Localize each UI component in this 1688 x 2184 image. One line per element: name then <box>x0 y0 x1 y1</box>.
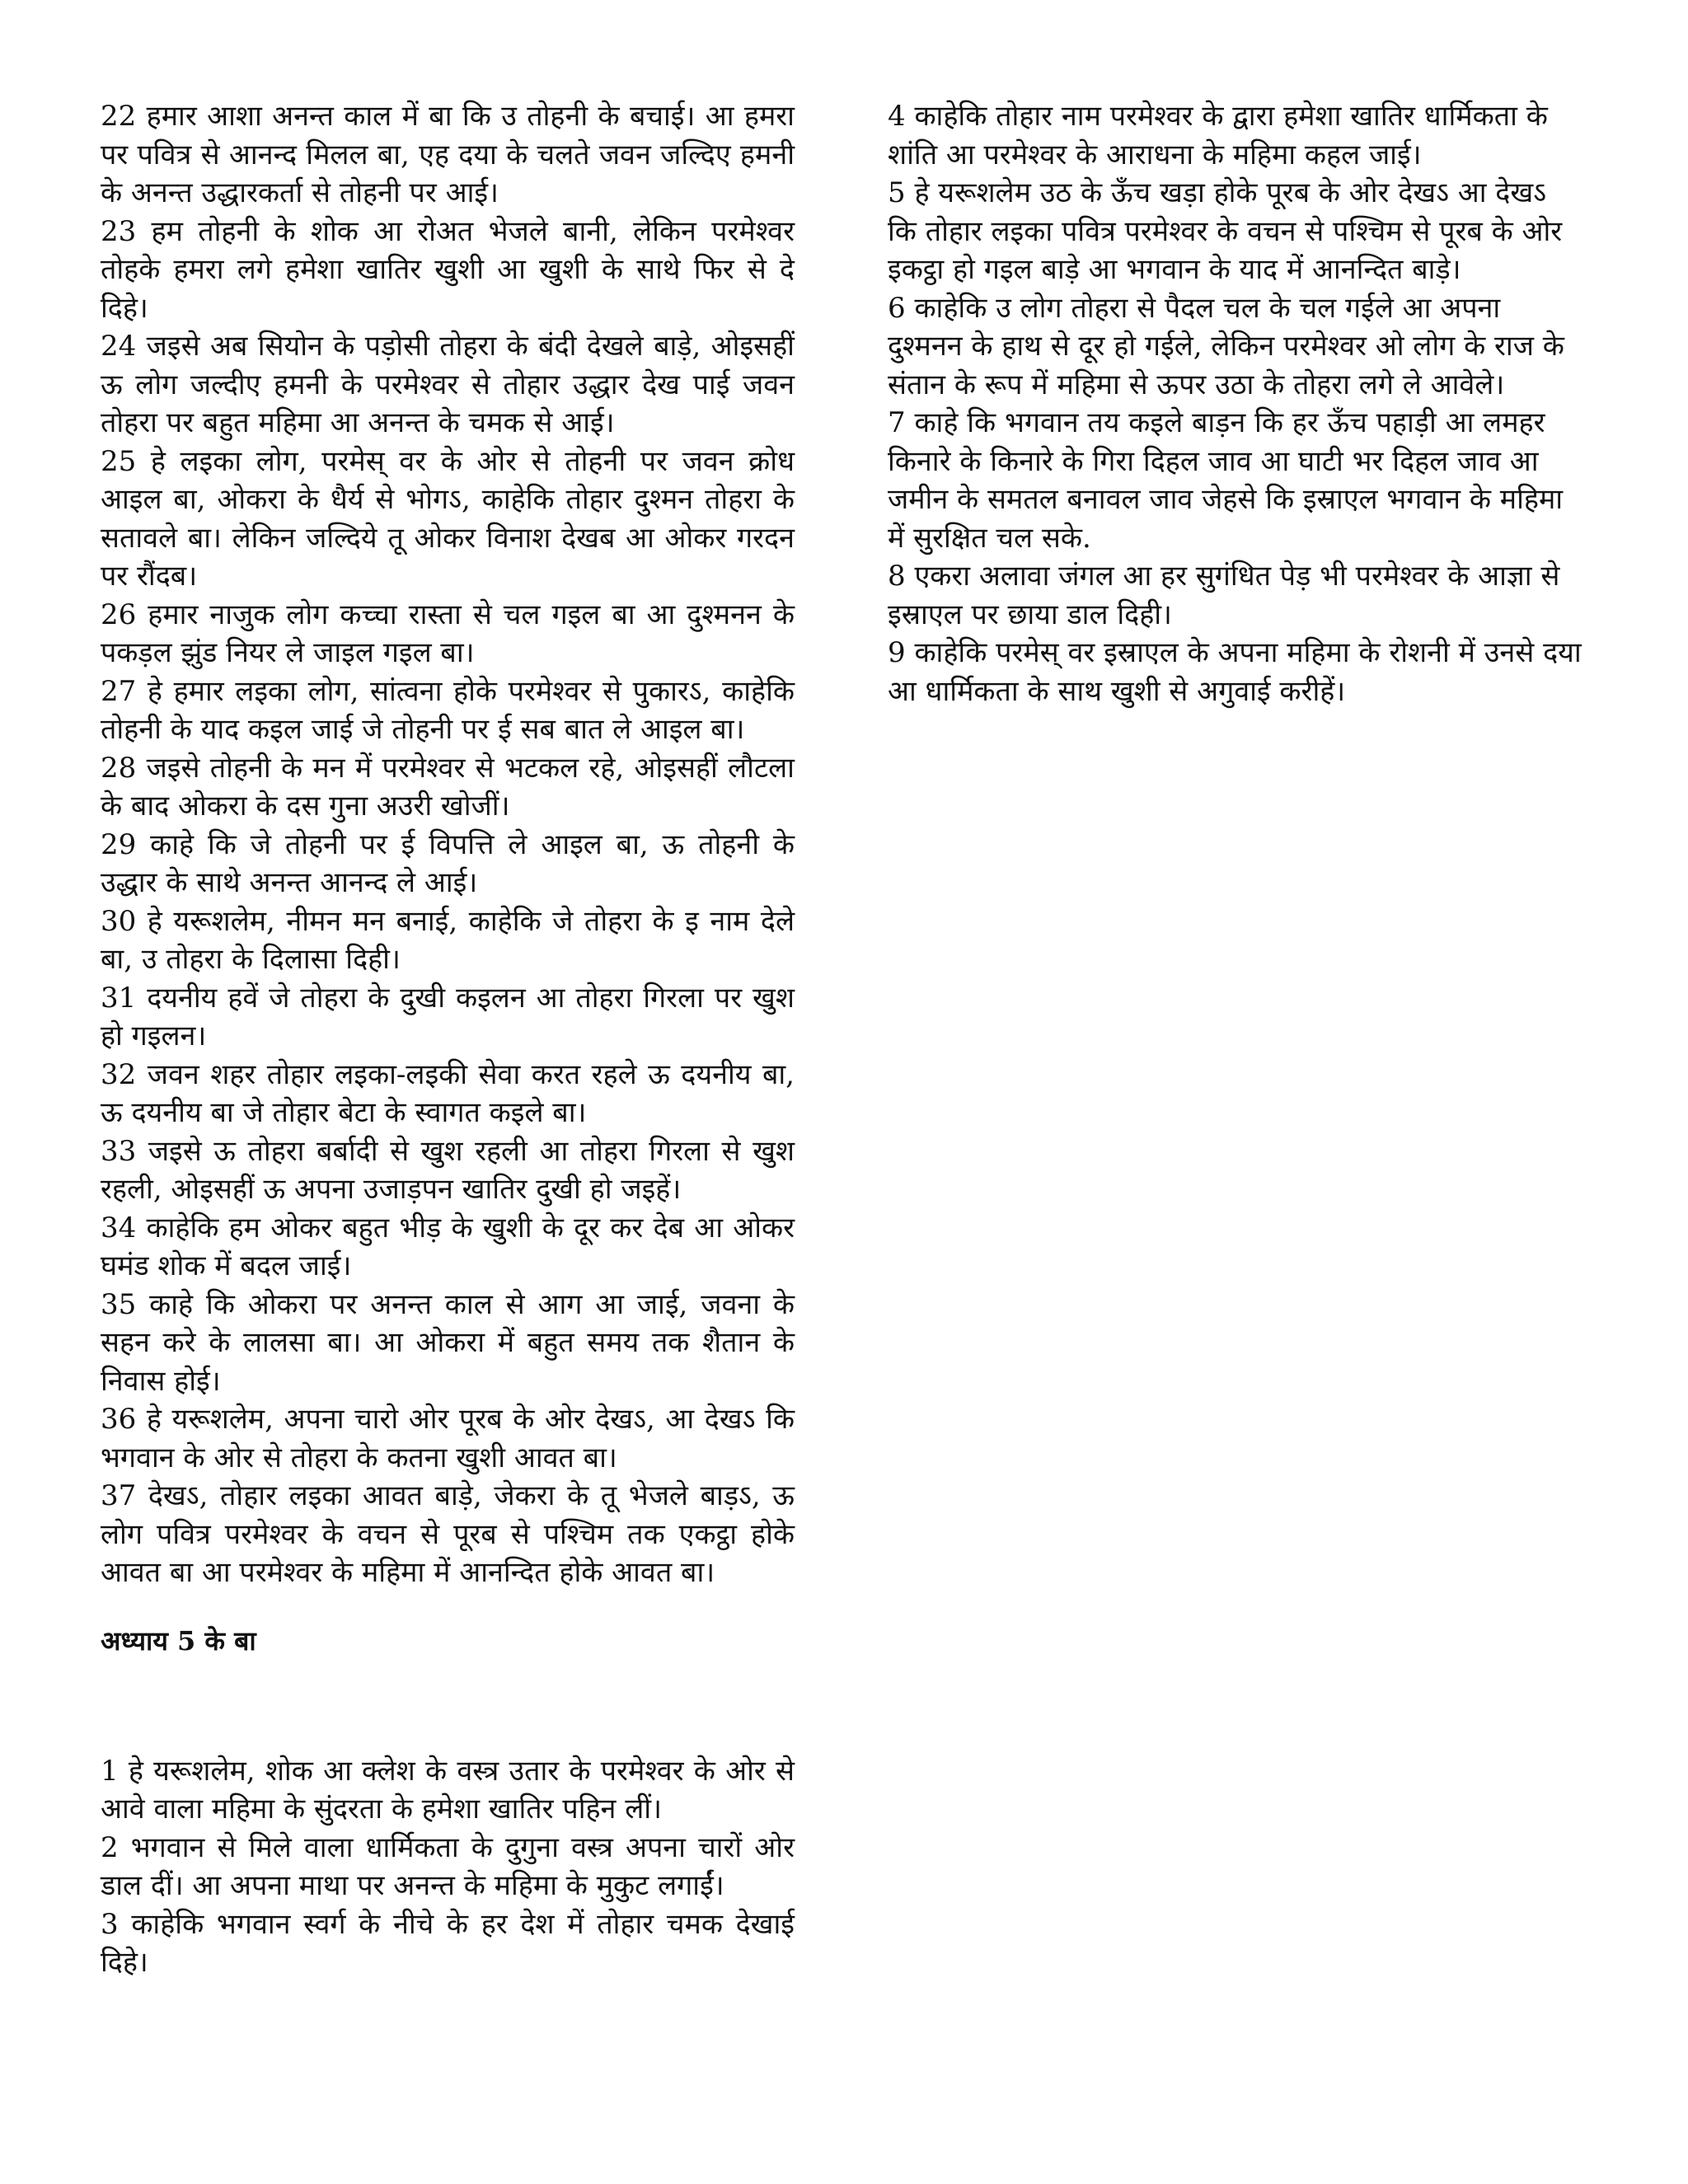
chapter-5-start <box>101 1752 795 1982</box>
verse-26: 26 हमार नाजुक लोग कच्चा रास्ता से चल गइल बा आ दुश्मनन के पकड़ल झुंड नियर ले जाइल गइल बा। <box>101 598 795 669</box>
verse-5-5: 5 हे यरूशलेम उठ के ऊँच खड़ा होके पूरब के ओर देखऽ आ देखऽ कि तोहार लइका पवित्र परमेश्वर के वचन से पश्चिम से पूरब के ओर इकट्ठा हो गइल बाड़े आ भगवान के याद में आनन्दित बाड़े। <box>888 176 1563 286</box>
verse-5-6: 6 काहेकि उ लोग तोहरा से पैदल चल के चल गईले आ अपना दुश्मनन के हाथ से दूर हो गईले, लेकिन परमेश्वर ओ लोग के राज के संतान के रूप में महिमा से ऊपर उठा के तोहरा लगे ले आवेले। <box>888 291 1564 401</box>
verse-23: 23 हम तोहनी के शोक आ रोअत भेजले बानी, लेकिन परमेश्वर तोहके हमरा लगे हमेशा खातिर खुशी आ खुशी के साथे फिर से दे दिहे। <box>101 214 795 325</box>
verse-5-4: 4 काहेकि तोहार नाम परमेश्वर के द्वारा हमेशा खातिर धार्मिकता के शांति आ परमेश्वर के आराधना के महिमा कहल जाई। <box>888 100 1548 171</box>
verse-5-7: 7 काहे कि भगवान तय कइले बाड़न कि हर ऊँच पहाड़ी आ लमहर किनारे के किनारे के गिरा दिहल जाव आ घाटी भर दिहल जाव आ जमीन के समतल बनावल जाव जेहसे कि इस्राएल भगवान के महिमा में सुरक्षित चल सके. <box>888 406 1564 555</box>
right-column <box>888 97 1582 710</box>
verse-36: 36 हे यरूशलेम, अपना चारो ओर पूरब के ओर देखऽ, आ देखऽ कि भगवान के ओर से तोहरा के कतना खुशी आवत बा। <box>101 1403 795 1474</box>
verse-5-9: 9 काहेकि परमेस् वर इस्राएल के अपना महिमा के रोशनी में उनसे दया आ धार्मिकता के साथ खुशी से अगुवाई करीहें। <box>888 636 1582 708</box>
verse-32: 32 जवन शहर तोहार लइका-लइकी सेवा करत रहले ऊ दयनीय बा, ऊ दयनीय बा जे तोहार बेटा के स्वागत कइले बा। <box>101 1057 795 1129</box>
verse-25: 25 हे लइका लोग, परमेस् वर के ओर से तोहनी पर जवन क्रोध आइल बा, ओकरा के धैर्य से भोगऽ, काहेकि तोहार दुश्मन तोहरा के सतावले बा। लेकिन जल्दिये तू ओकर विनाश देखब आ ओकर गरदन पर रौंदब। <box>101 444 795 593</box>
verse-5-8: 8 एकरा अलावा जंगल आ हर सुगंधित पेड़ भी परमेश्वर के आज्ञा से इस्राएल पर छाया डाल दिही। <box>888 560 1560 631</box>
verse-31: 31 दयनीय हवें जे तोहरा के दुखी कइलन आ तोहरा गिरला पर खुश हो गइलन। <box>101 981 795 1052</box>
verse-28: 28 जइसे तोहनी के मन में परमेश्वर से भटकल रहे, ओइसहीं लौटला के बाद ओकरा के दस गुना अउरी खोजीं। <box>101 751 795 823</box>
verse-27: 27 हे हमार लइका लोग, सांत्वना होके परमेश्वर से पुकारऽ, काहेकि तोहनी के याद कइल जाई जे तोहनी पर ई सब बात ले आइल बा। <box>101 674 795 746</box>
verse-24: 24 जइसे अब सियोन के पड़ोसी तोहरा के बंदी देखले बाड़े, ओइसहीं ऊ लोग जल्दीए हमनी के परमेश्वर से तोहार उद्धार देख पाई जवन तोहरा पर बहुत महिमा आ अनन्त के चमक से आई। <box>101 330 795 439</box>
verse-29: 29 काहे कि जे तोहनी पर ई विपत्ति ले आइल बा, ऊ तोहनी के उद्धार के साथे अनन्त आनन्द ले आई। <box>101 827 795 899</box>
left-column <box>101 97 795 1982</box>
verse-5-1: 1 हे यरूशलेम, शोक आ क्लेश के वस्त्र उतार के परमेश्वर के ओर से आवे वाला महिमा के सुंदरता के हमेशा खातिर पहिन लीं। <box>101 1754 795 1825</box>
verse-34: 34 काहेकि हम ओकर बहुत भीड़ के खुशी के दूर कर देब आ ओकर घमंड शोक में बदल जाई। <box>101 1211 795 1282</box>
chapter-heading: अध्याय 5 के बा <box>101 1624 256 1657</box>
verse-35: 35 काहे कि ओकरा पर अनन्त काल से आग आ जाई, जवना के सहन करे के लालसा बा। आ ओकरा में बहुत समय तक शैतान के निवास होई। <box>101 1287 795 1398</box>
verse-33: 33 जइसे ऊ तोहरा बर्बादी से खुश रहली आ तोहरा गिरला से खुश रहली, ओइसहीं ऊ अपना उजाड़पन खातिर दुखी हो जइहें। <box>101 1134 795 1206</box>
verse-30: 30 हे यरूशलेम, नीमन मन बनाई, काहेकि जे तोहरा के इ नाम देले बा, उ तोहरा के दिलासा दिही। <box>101 904 795 976</box>
verse-37: 37 देखऽ, तोहार लइका आवत बाड़े, जेकरा के तू भेजले बाड़ऽ, ऊ लोग पवित्र परमेश्वर के वचन से पूरब से पश्चिम तक एकट्ठा होके आवत बा आ परमेश्वर के महिमा में आनन्दित होके आवत बा। <box>101 1479 795 1589</box>
verse-22: 22 हमार आशा अनन्त काल में बा कि उ तोहनी के बचाई। आ हमरा पर पवित्र से आनन्द मिलल बा, एह दया के चलते जवन जल्दिए हमनी के अनन्त उद्धारकर्ता से तोहनी पर आई। <box>101 100 795 209</box>
verse-5-3: 3 काहेकि भगवान स्वर्ग के नीचे के हर देश में तोहार चमक देखाई दिहे। <box>101 1907 795 1979</box>
verse-5-2: 2 भगवान से मिले वाला धार्मिकता के दुगुना वस्त्र अपना चारों ओर डाल दीं। आ अपना माथा पर अनन्त के महिमा के मुकुट लगाईं। <box>101 1830 795 1902</box>
